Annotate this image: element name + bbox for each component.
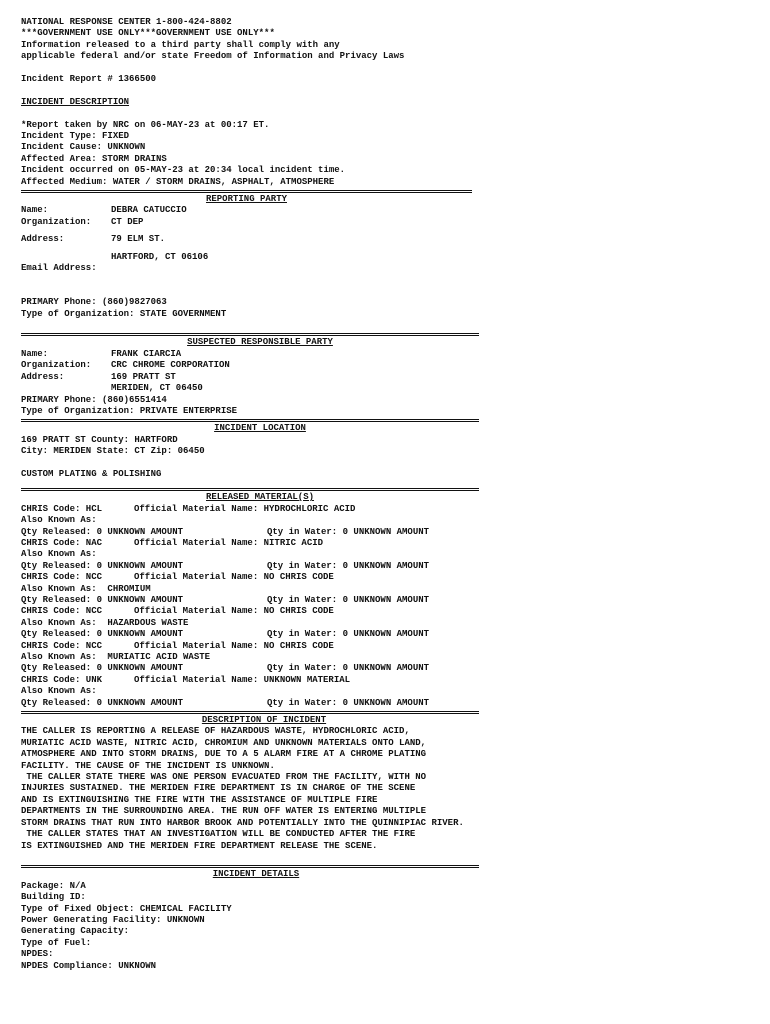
report-page xyxy=(21,17,761,972)
description-line: THE CALLER STATE THERE WAS ONE PERSON EVACUATED FROM THE FACILITY, WITH NO xyxy=(21,772,427,783)
qty-released: Qty Released: 0 UNKNOWN AMOUNT xyxy=(21,663,184,674)
location-line-3: CUSTOM PLATING & POLISHING xyxy=(21,468,162,479)
reporting-party-address-row xyxy=(21,234,761,245)
incident-detail-line: Type of Fuel: xyxy=(21,937,92,948)
qty-in-water: Qty in Water: 0 UNKNOWN AMOUNT xyxy=(267,663,430,674)
qty-released: Qty Released: 0 UNKNOWN AMOUNT xyxy=(21,526,184,537)
name-label: Name: xyxy=(21,348,49,359)
incident-description-line: Incident Cause: UNKNOWN xyxy=(21,142,146,153)
chris-code-row xyxy=(21,675,761,686)
released-materials-list xyxy=(21,504,761,709)
quantity-row xyxy=(21,561,761,572)
name-label: Name: xyxy=(21,205,49,216)
qty-released: Qty Released: 0 UNKNOWN AMOUNT xyxy=(21,697,184,708)
official-material-name: Official Material Name: NO CHRIS CODE xyxy=(134,572,334,583)
address-label: Address: xyxy=(21,371,65,382)
incident-detail-line: Generating Capacity: xyxy=(21,926,130,937)
released-material-item xyxy=(21,572,761,606)
qty-released: Qty Released: 0 UNKNOWN AMOUNT xyxy=(21,594,184,605)
chris-code-row xyxy=(21,572,761,583)
section-divider xyxy=(21,419,479,422)
qty-in-water: Qty in Water: 0 UNKNOWN AMOUNT xyxy=(267,560,430,571)
description-of-incident-text xyxy=(21,726,761,851)
incident-detail-line: NPDES: xyxy=(21,949,54,960)
description-line: INJURIES SUSTAINED. THE MERIDEN FIRE DEPARTMENT IS IN CHARGE OF THE SCENE xyxy=(21,783,416,794)
chris-code: CHRIS Code: NCC xyxy=(21,606,103,617)
government-use-banner: ***GOVERNMENT USE ONLY***GOVERNMENT USE ONLY*** xyxy=(21,28,275,39)
email-address-label: Email Address: xyxy=(21,263,97,274)
section-divider xyxy=(21,488,479,491)
also-known-as: Also Known As: MURIATIC ACID WASTE xyxy=(21,652,211,663)
reporting-party-phone: PRIMARY Phone: (860)9827063 xyxy=(21,297,167,308)
incident-description-line: *Report taken by NRC on 06-MAY-23 at 00:17 ET. xyxy=(21,119,270,130)
incident-detail-line: Power Generating Facility: UNKNOWN xyxy=(21,914,205,925)
organization-value: CRC CHROME CORPORATION xyxy=(111,360,230,371)
quantity-row xyxy=(21,527,761,538)
description-line: AND IS EXTINGUISHING THE FIRE WITH THE ASSISTANCE OF MULTIPLE FIRE xyxy=(21,794,378,805)
released-material-item xyxy=(21,675,761,709)
description-line: DEPARTMENTS IN THE SURROUNDING AREA. THE RUN OFF WATER IS ENTERING MULTIPLE xyxy=(21,806,427,817)
chris-code: CHRIS Code: NCC xyxy=(21,640,103,651)
released-material-item xyxy=(21,504,761,538)
disclosure-line-1: Information released to a third party shall comply with any xyxy=(21,39,340,50)
incident-description-line: Affected Area: STORM DRAINS xyxy=(21,153,167,164)
released-material-item xyxy=(21,538,761,572)
suspected-party-address-row-2 xyxy=(21,383,761,394)
incident-detail-line: NPDES Compliance: UNKNOWN xyxy=(21,960,157,971)
organization-value: CT DEP xyxy=(111,216,144,227)
quantity-row xyxy=(21,629,761,640)
disclosure-line-2: applicable federal and/or state Freedom of Information and Privacy Laws xyxy=(21,51,405,62)
address-label: Address: xyxy=(21,234,65,245)
chris-code-row xyxy=(21,641,761,652)
incident-description-line: Incident Type: FIXED xyxy=(21,131,130,142)
chris-code-row xyxy=(21,504,761,515)
incident-detail-line: Package: N/A xyxy=(21,880,86,891)
incident-details-title: INCIDENT DETAILS xyxy=(212,869,300,880)
incident-description-title: INCIDENT DESCRIPTION xyxy=(21,96,130,107)
name-value: FRANK CIARCIA xyxy=(111,348,182,359)
suspected-party-title: SUSPECTED RESPONSIBLE PARTY xyxy=(187,337,333,348)
qty-in-water: Qty in Water: 0 UNKNOWN AMOUNT xyxy=(267,526,430,537)
reporting-party-title: REPORTING PARTY xyxy=(205,194,287,205)
chris-code: CHRIS Code: UNK xyxy=(21,674,103,685)
official-material-name: Official Material Name: NO CHRIS CODE xyxy=(134,640,334,651)
incident-detail-line: Building ID: xyxy=(21,892,86,903)
incident-description-lines xyxy=(21,120,761,188)
suspected-party-address-row xyxy=(21,372,761,383)
incident-description-line: Affected Medium: WATER / STORM DRAINS, ASPHALT, ATMOSPHERE xyxy=(21,176,335,187)
also-known-as: Also Known As: HAZARDOUS WASTE xyxy=(21,617,189,628)
suspected-party-org-type: Type of Organization: PRIVATE ENTERPRISE xyxy=(21,405,238,416)
incident-details-list xyxy=(21,881,761,972)
reporting-party-org-row xyxy=(21,217,761,228)
official-material-name: Official Material Name: NO CHRIS CODE xyxy=(134,606,334,617)
description-line: ATMOSPHERE AND INTO STORM DRAINS, DUE TO A 5 ALARM FIRE AT A CHROME PLATING xyxy=(21,749,427,760)
qty-released: Qty Released: 0 UNKNOWN AMOUNT xyxy=(21,560,184,571)
description-line: MURIATIC ACID WASTE, NITRIC ACID, CHROMIUM AND UNKNOWN MATERIALS ONTO LAND, xyxy=(21,737,427,748)
description-of-incident-title: DESCRIPTION OF INCIDENT xyxy=(201,715,327,726)
incident-description-line: Incident occurred on 05-MAY-23 at 20:34 local incident time. xyxy=(21,165,346,176)
nrc-header-line: NATIONAL RESPONSE CENTER 1-800-424-8802 xyxy=(21,17,232,27)
incident-location-title: INCIDENT LOCATION xyxy=(214,423,306,434)
qty-in-water: Qty in Water: 0 UNKNOWN AMOUNT xyxy=(267,594,430,605)
incident-report-number: Incident Report # 1366500 xyxy=(21,74,157,85)
chris-code: CHRIS Code: HCL xyxy=(21,503,103,514)
reporting-party-org-type: Type of Organization: STATE GOVERNMENT xyxy=(21,308,227,319)
description-line: THE CALLER STATES THAT AN INVESTIGATION WILL BE CONDUCTED AFTER THE FIRE xyxy=(21,829,416,840)
chris-code-row xyxy=(21,538,761,549)
official-material-name: Official Material Name: HYDROCHLORIC ACID xyxy=(134,503,356,514)
location-line-1: 169 PRATT ST County: HARTFORD xyxy=(21,434,178,445)
quantity-row xyxy=(21,698,761,709)
qty-released: Qty Released: 0 UNKNOWN AMOUNT xyxy=(21,629,184,640)
also-known-as: Also Known As: CHROMIUM xyxy=(21,583,151,594)
quantity-row xyxy=(21,663,761,674)
also-known-as: Also Known As: xyxy=(21,515,97,526)
section-divider xyxy=(21,865,479,868)
qty-in-water: Qty in Water: 0 UNKNOWN AMOUNT xyxy=(267,629,430,640)
name-value: DEBRA CATUCCIO xyxy=(111,205,187,216)
chris-code: CHRIS Code: NCC xyxy=(21,572,103,583)
suspected-party-name-row xyxy=(21,349,761,360)
address-line-2: MERIDEN, CT 06450 xyxy=(111,383,203,394)
suspected-party-phone: PRIMARY Phone: (860)6551414 xyxy=(21,394,167,405)
reporting-party-address-row-2 xyxy=(21,252,761,263)
quantity-row xyxy=(21,595,761,606)
section-divider xyxy=(21,333,479,336)
address-line-2: HARTFORD, CT 06106 xyxy=(111,251,209,262)
description-line: IS EXTINGUISHED AND THE MERIDEN FIRE DEPARTMENT RELEASE THE SCENE. xyxy=(21,840,378,851)
address-line-1: 169 PRATT ST xyxy=(111,371,176,382)
location-line-2: City: MERIDEN State: CT Zip: 06450 xyxy=(21,446,205,457)
released-materials-title: RELEASED MATERIAL(S) xyxy=(205,492,315,503)
also-known-as: Also Known As: xyxy=(21,686,97,697)
released-material-item xyxy=(21,606,761,640)
chris-code-row xyxy=(21,606,761,617)
suspected-party-org-row xyxy=(21,360,761,371)
official-material-name: Official Material Name: UNKNOWN MATERIAL xyxy=(134,674,351,685)
incident-detail-line: Type of Fixed Object: CHEMICAL FACILITY xyxy=(21,903,232,914)
also-known-as: Also Known As: xyxy=(21,549,97,560)
description-line: THE CALLER IS REPORTING A RELEASE OF HAZARDOUS WASTE, HYDROCHLORIC ACID, xyxy=(21,726,410,737)
organization-label: Organization: xyxy=(21,216,92,227)
address-line-1: 79 ELM ST. xyxy=(111,234,166,245)
description-line: STORM DRAINS THAT RUN INTO HARBOR BROOK AND POTENTIALLY INTO THE QUINNIPIAC RIVER. xyxy=(21,817,464,828)
chris-code: CHRIS Code: NAC xyxy=(21,537,103,548)
organization-label: Organization: xyxy=(21,360,92,371)
section-divider xyxy=(21,711,479,714)
description-line: FACILITY. THE CAUSE OF THE INCIDENT IS UNKNOWN. xyxy=(21,760,275,771)
section-divider xyxy=(21,190,472,193)
official-material-name: Official Material Name: NITRIC ACID xyxy=(134,537,324,548)
qty-in-water: Qty in Water: 0 UNKNOWN AMOUNT xyxy=(267,697,430,708)
reporting-party-name-row xyxy=(21,205,761,216)
released-material-item xyxy=(21,641,761,675)
